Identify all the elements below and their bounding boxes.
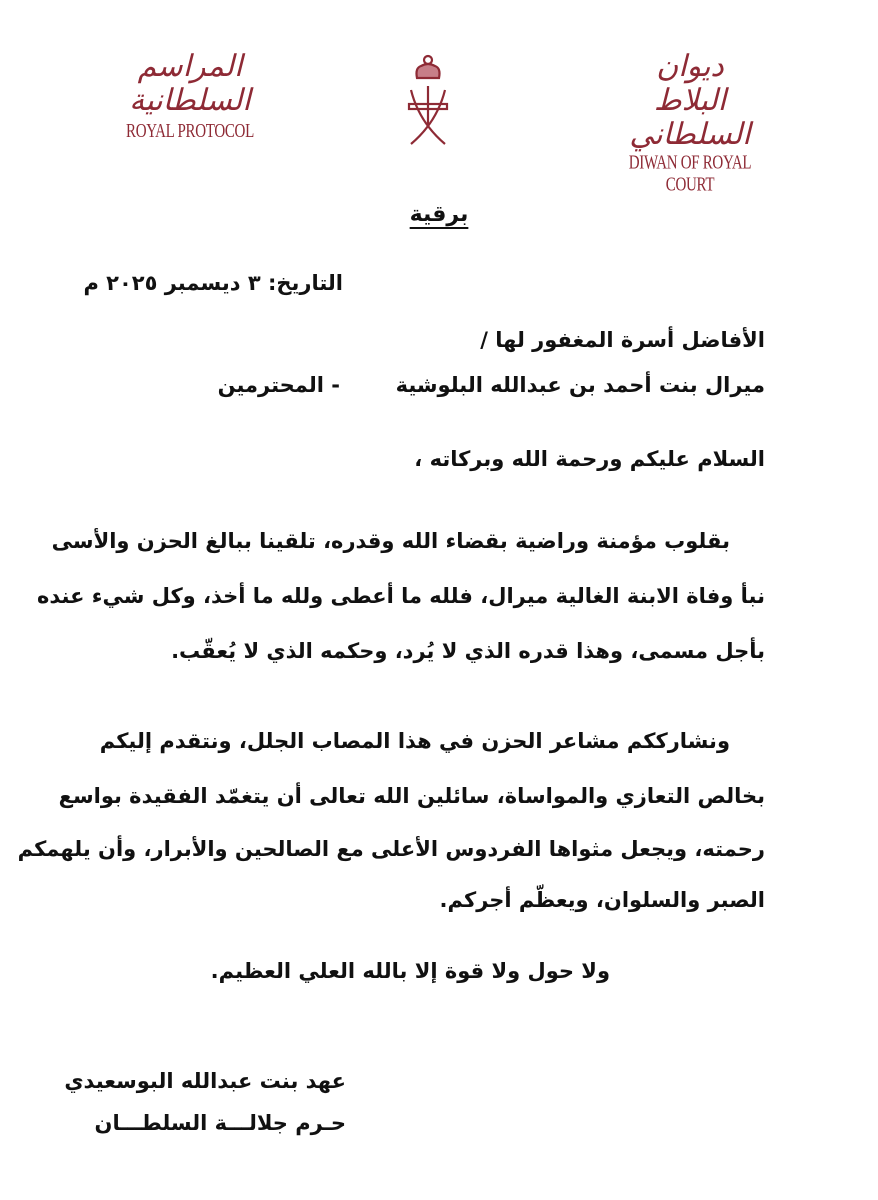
paragraph1-line: نبأ وفاة الابنة الغالية ميرال، فلله ما أعطى ولله ما أخذ، وكل شيء عنده	[37, 584, 765, 608]
paragraph1-line: بقلوب مؤمنة وراضية بقضاء الله وقدره، تلقينا ببالغ الحزن والأسى	[51, 529, 730, 553]
addressee-honorific: - المحترمين	[217, 373, 340, 397]
logo-english: DIWAN OF ROYAL COURT	[628, 152, 752, 196]
signature-name: عهد بنت عبدالله البوسعيدي	[64, 1069, 346, 1093]
paragraph2-line: رحمته، ويجعل مثواها الفردوس الأعلى مع الصالحين والأبرار، وأن يلهمكم	[17, 837, 765, 861]
paragraph2-line: الصبر والسلوان، ويعظّم أجركم.	[439, 888, 765, 912]
logo-arabic: المراسم السلطانية	[129, 49, 251, 118]
emblem-icon	[405, 52, 451, 147]
addressee-line: الأفاضل أسرة المغفور لها /	[480, 328, 765, 352]
salutation: السلام عليكم ورحمة الله وبركاته ،	[414, 447, 765, 471]
logo-english: ROYAL PROTOCOL	[126, 121, 254, 143]
document-title: برقية	[409, 202, 469, 227]
paragraph1-line: بأجل مسمى، وهذا قدره الذي لا يُرد، وحكمه الذي لا يُعقّب.	[171, 639, 765, 663]
date: التاريخ: ٣ ديسمبر ٢٠٢٥ م	[83, 271, 343, 295]
royal-protocol-logo	[120, 50, 260, 141]
signature-title: حـرم جلالـــة السلطـــان	[94, 1111, 346, 1135]
logo-arabic: ديوان البلاط السلطاني	[629, 49, 751, 152]
paragraph2-line: ونشارككم مشاعر الحزن في هذا المصاب الجلل، ونتقدم إليكم	[99, 729, 730, 753]
addressee-name: ميرال بنت أحمد بن عبدالله البلوشية	[395, 373, 765, 397]
diwan-royal-court-logo	[620, 49, 760, 196]
closing: ولا حول ولا قوة إلا بالله العلي العظيم.	[210, 959, 610, 983]
paragraph2-line: بخالص التعازي والمواساة، سائلين الله تعالى أن يتغمّد الفقيدة بواسع	[58, 784, 765, 808]
